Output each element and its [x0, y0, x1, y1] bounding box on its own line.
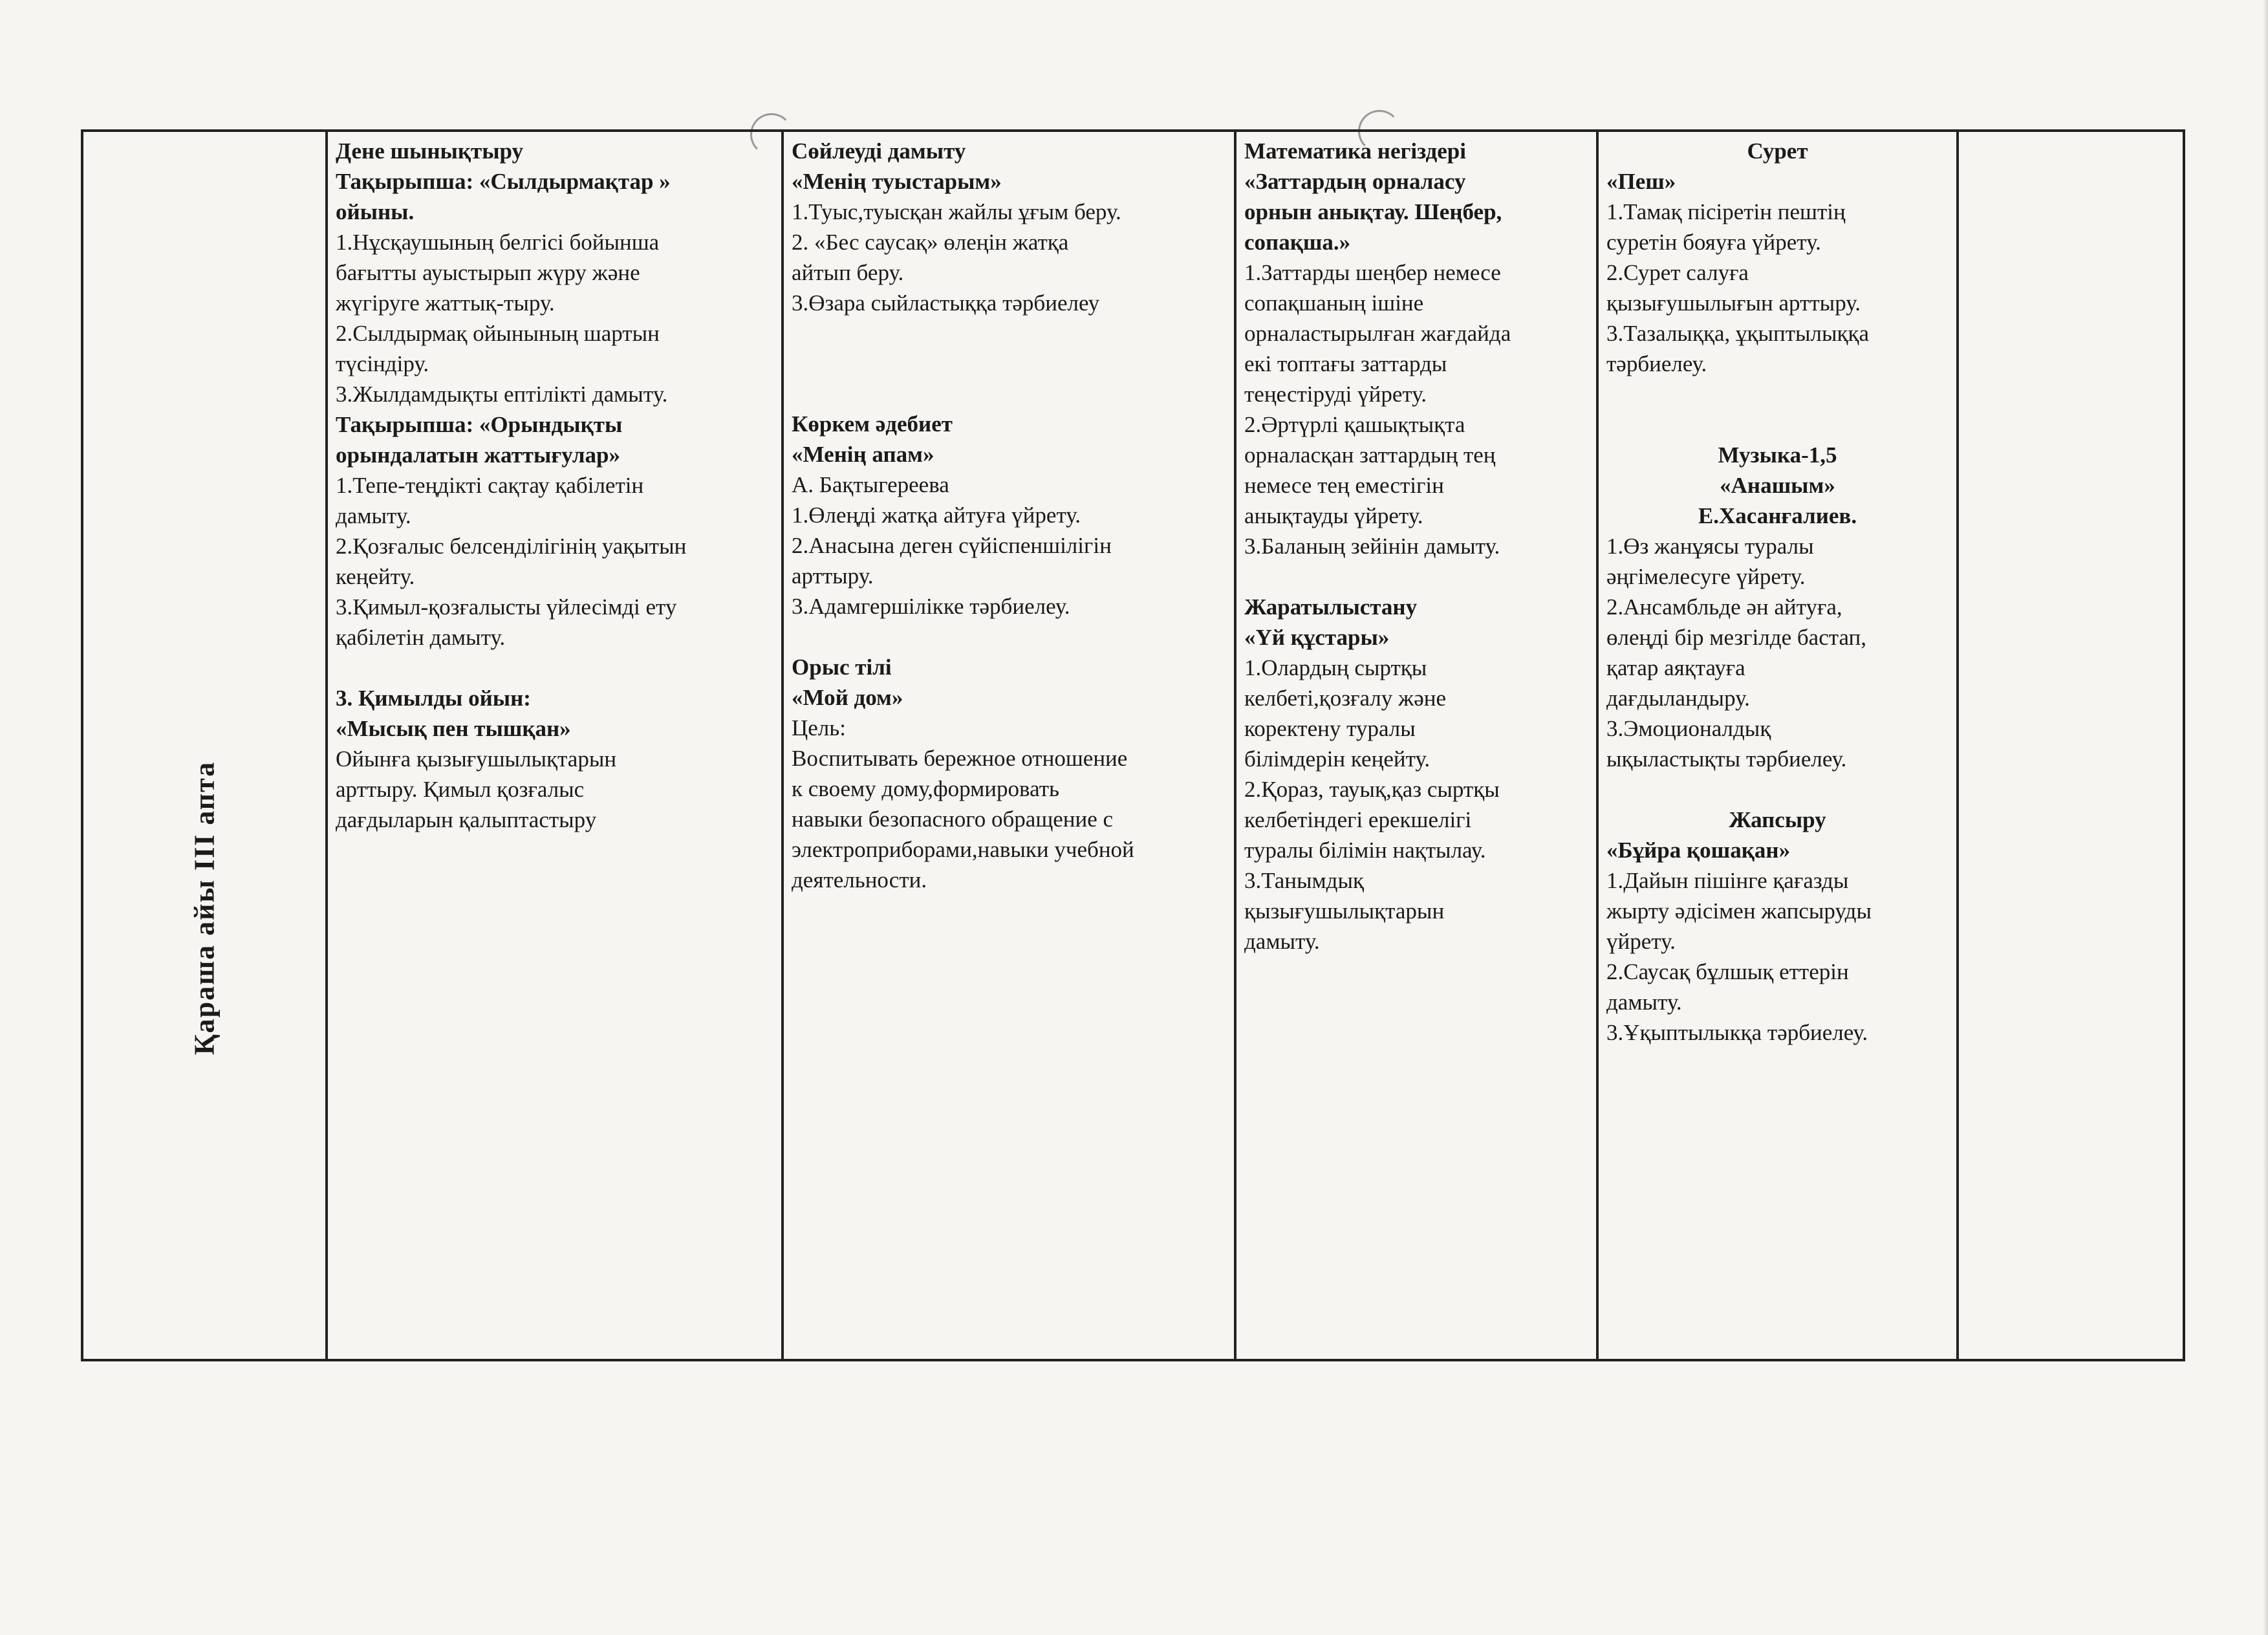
text-line: дағдыларын қалыптастыру [336, 807, 597, 832]
week-cell [82, 131, 327, 1360]
text-line: 3.Баланың зейінін дамыту. [1244, 534, 1500, 559]
spacer [1606, 379, 1949, 440]
text-line: 2.Саусақ бұлшық еттерін [1606, 959, 1849, 984]
section-heading-line: «Бұйра қошақан» [1606, 838, 1791, 863]
text-line: деятельности. [792, 867, 927, 893]
section-heading-line: 3. Қимылды ойын: [336, 686, 531, 711]
section-heading-line: «Анашым» [1720, 473, 1835, 498]
text-line: арттыру. [792, 563, 874, 589]
spacer [792, 622, 1226, 652]
spacer [336, 653, 773, 683]
text-line: сопақшаның ішіне [1244, 290, 1424, 316]
section-heading-line: орындалатын жаттығулар» [336, 442, 620, 468]
text-line: 3.Ұқыптылыкқа тәрбиелеу. [1606, 1020, 1868, 1045]
text-line: дағдыландыру. [1606, 686, 1750, 711]
text-line: суретін бояуға үйрету. [1606, 230, 1821, 255]
text-line: түсіндіру. [336, 351, 429, 376]
section-heading-line: Сөйлеуді дамыту [792, 138, 966, 164]
text-line: тәрбиелеу. [1606, 351, 1707, 376]
text-line: 1.Тепе-теңдікті сақтау қабілетін [336, 473, 644, 498]
text-line: өлеңді бір мезгілде бастап, [1606, 625, 1867, 650]
math-nature-cell [1235, 131, 1597, 1360]
weekly-plan-table [81, 129, 2185, 1361]
text-line: немесе тең еместігін [1244, 473, 1444, 498]
text-line: навыки безопасного обращение с [792, 807, 1114, 832]
text-line: 3.Өзара сыйластыққа тәрбиелеу [792, 290, 1100, 316]
section-heading-line: Тақырыпша: «Сылдырмақтар » [336, 169, 671, 194]
text-line: кеңейту. [336, 564, 415, 589]
text-line: 1.Өз жанұясы туралы [1606, 534, 1814, 559]
section-heading-line: ойыны. [336, 199, 415, 224]
text-line: 3.Қимыл-қозғалысты үйлесімді ету [336, 594, 677, 620]
section-heading-line: Математика негіздері [1244, 138, 1466, 164]
text-line: 3.Тазалыққа, ұқыптылыққа [1606, 321, 1870, 346]
text-line: коректену туралы [1244, 716, 1416, 741]
text-line: орналасқан заттардың тең [1244, 442, 1496, 468]
section-heading-line: «Мысық пен тышқан» [336, 716, 571, 741]
text-line: туралы білімін нақтылау. [1244, 838, 1486, 863]
text-line: 1.Заттарды шеңбер немесе [1244, 260, 1501, 285]
section-heading-line: Дене шынықтыру [336, 138, 524, 164]
text-line: 3.Танымдық [1244, 868, 1365, 893]
text-line: Цель: [792, 715, 846, 741]
text-line: қызығушылықтарын [1244, 898, 1445, 924]
column-content-3 [1244, 136, 1588, 957]
column-content-2 [792, 136, 1226, 895]
spacer [1606, 774, 1949, 805]
text-line: Воспитывать бережное отношение [792, 746, 1128, 771]
text-line: арттыру. Қимыл қозғалыс [336, 777, 585, 802]
text-line: қабілетін дамыту. [336, 625, 506, 650]
section-heading-line: сопақша.» [1244, 230, 1351, 255]
text-line: 2. «Бес саусақ» өлеңін жатқа [792, 230, 1069, 255]
text-line: жырту әдісімен жапсыруды [1606, 898, 1872, 924]
column-content-4 [1606, 136, 1949, 1048]
text-line: теңестіруді үйрету. [1244, 382, 1427, 407]
text-line: 1.Туыс,туысқан жайлы ұғым беру. [792, 199, 1121, 224]
page-edge-shadow [2263, 0, 2268, 1635]
table-row [82, 131, 2184, 1360]
section-heading-line: Жапсыру [1729, 807, 1826, 832]
text-line: 2.Ансамбльде ән айтуға, [1606, 594, 1842, 620]
art-music-applique-cell [1597, 131, 1958, 1360]
spacer [1244, 561, 1588, 592]
section-heading-line: Орыс тілі [792, 655, 892, 680]
week-label: Қараша айы ІІІ апта [188, 761, 221, 1056]
text-line: дамыту. [336, 503, 411, 528]
text-line: әңгімелесуге үйрету. [1606, 564, 1806, 589]
text-line: к своему дому,формировать [792, 776, 1059, 801]
text-line: электроприборами,навыки учебной [792, 837, 1134, 862]
text-line: 1.Өлеңді жатқа айтуға үйрету. [792, 503, 1081, 528]
text-line: 1.Тамақ пісіретін пештің [1606, 199, 1846, 224]
section-heading-line: «Үй құстары» [1244, 625, 1390, 650]
text-line: 2.Қораз, тауық,қаз сыртқы [1244, 777, 1500, 802]
section-heading-line: орнын анықтау. Шеңбер, [1244, 199, 1502, 224]
text-line: келбетіндегі ерекшелігі [1244, 807, 1472, 832]
text-line: анықтауды үйрету. [1244, 503, 1423, 528]
text-line: бағытты ауыстырып жүру және [336, 260, 640, 285]
text-line: келбеті,қозғалу және [1244, 686, 1447, 711]
text-line: екі топтағы заттарды [1244, 351, 1447, 376]
section-heading-line: Жаратылыстану [1244, 594, 1418, 620]
text-line: Ойынға қызығушылықтарын [336, 746, 617, 772]
text-line: үйрету. [1606, 929, 1676, 954]
section-heading-line: Сурет [1747, 138, 1808, 164]
section-heading-line: Көркем әдебиет [792, 411, 953, 437]
text-line: қызығушылығын арттыру. [1606, 290, 1861, 316]
text-line: дамыту. [1606, 990, 1682, 1015]
text-line: 2.Әртүрлі қашықтықта [1244, 412, 1465, 437]
text-line: 2.Анасына деген сүйіспеншілігін [792, 533, 1112, 558]
text-line: 3.Эмоционалдық [1606, 716, 1771, 741]
section-heading-line: «Менің апам» [792, 442, 934, 467]
section-heading-line: «Мой дом» [792, 685, 903, 710]
empty-cell [1958, 131, 2184, 1360]
text-line: 1.Нұсқаушының белгісі бойынша [336, 230, 660, 255]
text-line: А. Бақтыгереева [792, 472, 949, 497]
text-line: дамыту. [1244, 929, 1320, 954]
text-line: айтып беру. [792, 260, 904, 285]
speech-literature-russian-cell [783, 131, 1235, 1360]
text-line: 3.Жылдамдықты ептілікті дамыту. [336, 382, 668, 407]
section-heading-line: Тақырыпша: «Орындықты [336, 412, 623, 437]
physical-education-cell [327, 131, 783, 1360]
section-heading-line: Е.Хасанғалиев. [1698, 503, 1857, 528]
section-heading-line: Музыка-1,5 [1718, 442, 1837, 468]
text-line: жүгіруге жаттық-тыру. [336, 290, 555, 316]
text-line: орналастырылған жағдайда [1244, 321, 1511, 346]
text-line: 2.Қозғалыс белсенділігінің уақытын [336, 534, 687, 559]
text-line: қатар аяқтауға [1606, 655, 1745, 680]
section-heading-line: «Пеш» [1606, 169, 1676, 194]
text-line: ықыластықты тәрбиелеу. [1606, 746, 1847, 772]
text-line: 3.Адамгершілікке тәрбиелеу. [792, 594, 1070, 619]
text-line: 1.Дайын пішінге қағазды [1606, 868, 1849, 893]
section-heading-line: «Менің туыстарым» [792, 169, 1002, 194]
text-line: 2.Сылдырмақ ойынының шартын [336, 321, 660, 346]
text-line: 1.Олардың сыртқы [1244, 655, 1427, 680]
text-line: білімдерін кеңейту. [1244, 746, 1431, 772]
text-line: 2.Сурет салуға [1606, 260, 1749, 285]
spacer [792, 318, 1226, 409]
section-heading-line: «Заттардың орналасу [1244, 169, 1466, 194]
column-content-1 [336, 136, 773, 835]
